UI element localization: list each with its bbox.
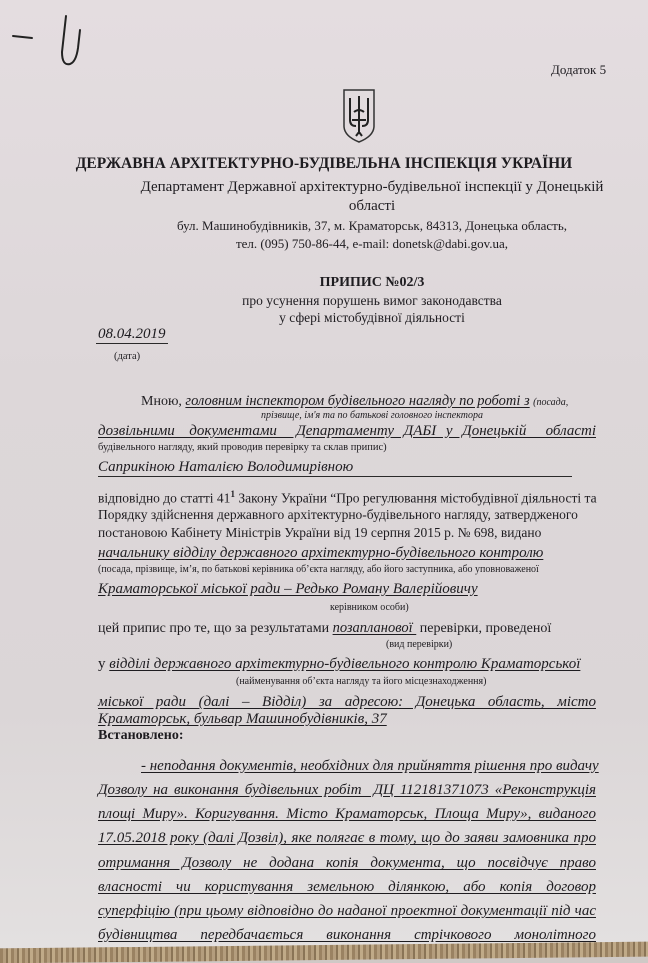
document-title: ПРИПИС №02/3	[319, 275, 425, 290]
recipient-position: начальнику відділу державного архітектурно-будівельного контролю	[98, 545, 544, 561]
inspection-type-hint: (вид перевірки)	[386, 639, 453, 650]
trident-emblem-icon	[342, 88, 376, 144]
inspection-object-name: відділі державного архітектурно-будівельного контролю Краматорської	[109, 656, 581, 672]
inspection-type: позапланової	[332, 620, 417, 636]
finding-line-1: - неподання документів, необхідних для прийняття рішення про видачу	[141, 758, 599, 774]
handwritten-mark	[8, 8, 98, 78]
inspection-object-line3: Краматорськ, бульвар Машинобудівників, 37	[98, 711, 387, 727]
document-subtitle-line2: у сфері містобудівної діяльності	[279, 310, 465, 325]
department-contacts: тел. (095) 750-86-44, e-mail: donetsk@dabi.gov.ua,	[235, 236, 509, 251]
inspector-name: Саприкіною Наталією Володимирівною	[98, 459, 572, 477]
article-superscript: 1	[230, 489, 235, 499]
legal-basis-line3: постановою Кабінету Міністрів України від 19 серпня 2015 р. № 698, видано	[98, 525, 542, 540]
date-caption: (дата)	[114, 351, 141, 362]
finding-line-2: Дозволу на виконання будівельних робіт ДЦ 112181371073 «Реконструкція	[98, 782, 596, 798]
inspector-hint-line1: (посада,	[533, 397, 569, 408]
inspector-lead: Мною,	[141, 394, 182, 409]
inspection-object-line2: міської ради (далі – Відділ) за адресою: Донецька область, місто	[98, 694, 596, 710]
finding-line-5: отримання Дозволу не додана копія документа, що посвідчує право	[98, 855, 596, 871]
inspector-hint-line3: будівельного нагляду, який проводив перевірку та склав припис)	[98, 442, 387, 453]
inspector-hint-line2: прізвище, ім'я та по батькові головного інспектора	[261, 410, 483, 421]
inspection-object-hint: (найменування об’єкта нагляду та його місцезнаходження)	[236, 676, 487, 687]
recipient-hint2: керівником особи)	[330, 602, 409, 613]
inspection-text-b: перевірки, проведеної	[419, 621, 552, 636]
department-name-line1: Департамент Державної архітектурно-будівельної інспекції у Донецькій	[140, 179, 604, 195]
legal-basis-text-a: відповідно до статті 41	[98, 490, 231, 506]
inspection-statement	[98, 620, 551, 637]
finding-line-4: 17.05.2018 року (далі Дозвіл), яке полягає в тому, що до заяви замовника про	[98, 830, 596, 846]
inspector-statement	[141, 393, 568, 410]
inspector-position-line1: головним інспектором будівельного нагляду по роботі з	[185, 393, 530, 409]
agency-name: ДЕРЖАВНА АРХІТЕКТУРНО-БУДІВЕЛЬНА ІНСПЕКЦІЯ УКРАЇНИ	[75, 155, 573, 172]
department-name-line2: області	[348, 198, 396, 214]
recipient-name: Краматорської міської ради – Редько Роману Валерійовичу	[98, 581, 478, 597]
finding-line-3: площі Миру». Коригування. Місто Краматорськ, Площа Миру», виданого	[98, 806, 596, 822]
document-date: 08.04.2019	[98, 326, 166, 342]
appendix-label: Додаток 5	[551, 62, 607, 77]
recipient-hint1: (посада, прізвище, ім’я, по батькові керівника об’єкта нагляду, або його заступника, або уповноваженої	[98, 564, 539, 575]
inspection-text-a: цей припис про те, що за результатами	[98, 621, 330, 636]
finding-line-6: власності чи користування земельною ділянкою, або копія договор	[98, 879, 596, 895]
findings-heading: Встановлено:	[98, 728, 184, 743]
finding-line-7: суперфіцію (при цьому відповідно до наданої проектної документації під час	[98, 903, 596, 919]
department-address: бул. Машинобудівників, 37, м. Краматорськ, 84313, Донецька область,	[177, 218, 567, 233]
legal-basis-line2: Порядку здійснення державного архітектурно-будівельного нагляду, затвердженого	[98, 507, 578, 522]
inspection-object-prefix: у	[98, 656, 106, 672]
inspector-position-line2: дозвільними документами Департаменту ДАБІ у Донецькій області	[98, 423, 596, 439]
legal-basis-line1	[98, 489, 597, 507]
legal-basis-text-b: Закону України “Про регулювання містобудівної діяльності та	[234, 490, 597, 506]
inspection-object	[98, 656, 580, 673]
finding-line-8: будівництва передбачається виконання стрічкового монолітного	[98, 927, 596, 943]
document-subtitle-line1: про усунення порушень вимог законодавства	[242, 293, 502, 308]
